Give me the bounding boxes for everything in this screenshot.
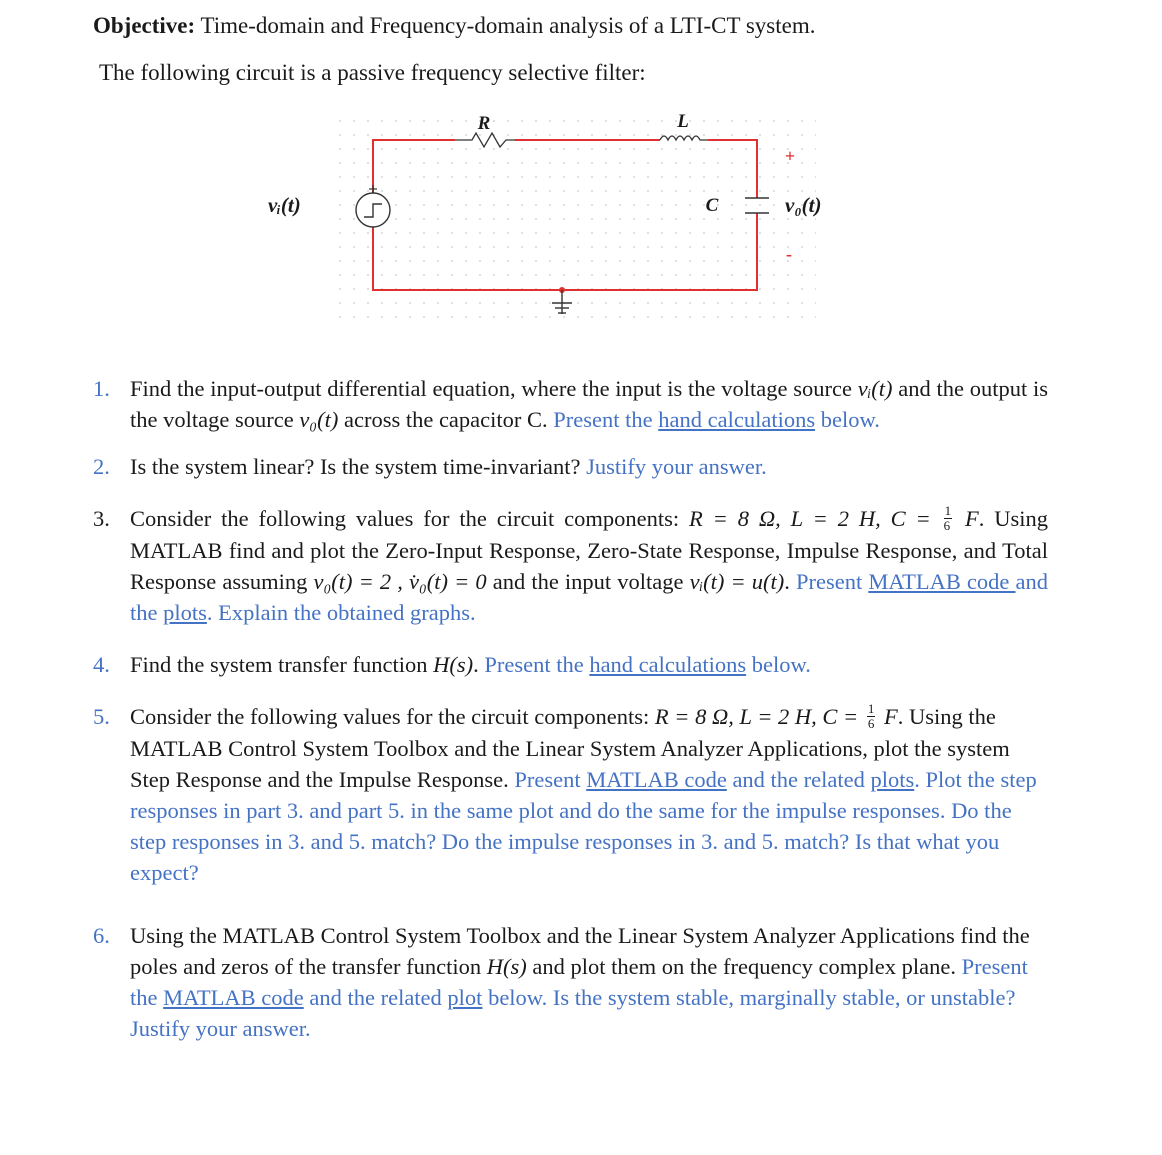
instruction-text: below. <box>746 652 811 677</box>
fraction-denominator: 6 <box>943 518 951 534</box>
math-input: vᵢ(t) = u(t) <box>689 569 785 595</box>
question-text: and the input voltage <box>486 569 690 595</box>
label-c: C <box>705 195 719 216</box>
instruction-text: below. Is the system stable, marginally stable, or unstable? Justify your answer. <box>130 985 1016 1041</box>
math-values: R = 8 Ω, L = 2 H, C = <box>654 704 864 729</box>
plots-link[interactable]: plots <box>870 767 915 793</box>
question-text: and plot them on the frequency complex plane. <box>526 954 962 979</box>
question-3 <box>93 503 1048 628</box>
question-text: Using the MATLAB Control System Toolbox and the Linear System Analyzer Applications find the poles and zeros of the transfer function <box>130 923 1030 979</box>
question-number: 5. <box>93 704 110 729</box>
question-text: across the capacitor C. <box>338 407 554 432</box>
math-initial-conditions: v₀(t) = 2 , v̇₀(t) = 0 <box>313 569 487 595</box>
plots-link[interactable]: plots <box>163 600 207 626</box>
label-vi: vᵢ(t) <box>268 193 301 217</box>
instruction-text: . Explain the obtained graphs. <box>206 600 476 626</box>
question-number: 3. <box>93 506 110 531</box>
question-2 <box>93 451 1048 482</box>
matlab-code-link[interactable]: MATLAB code <box>868 569 1016 595</box>
question-text: Is the system linear? Is the system time-invariant? <box>130 454 587 479</box>
instruction-text: and the related <box>303 985 448 1010</box>
objective-line <box>93 10 815 42</box>
instruction-text: Present the <box>553 407 659 432</box>
instruction-text: Present <box>795 569 869 595</box>
question-text: and the output is the voltage source <box>130 376 1048 432</box>
instruction-text: below. <box>815 407 880 432</box>
question-5 <box>93 701 1043 888</box>
question-number: 1. <box>93 376 110 401</box>
circuit-diagram <box>240 105 840 330</box>
hand-calculations-link[interactable]: hand calculations <box>658 407 816 432</box>
matlab-code-link[interactable]: MATLAB code <box>586 767 727 793</box>
math-vo: v₀(t) <box>299 407 339 432</box>
fraction-numerator: 1 <box>944 503 952 519</box>
math-transfer-function: H(s) <box>433 652 474 677</box>
label-vo: v₀(t) <box>785 193 822 217</box>
math-unit: F <box>955 506 979 531</box>
question-text: Find the input-output differential equation, where the input is the voltage source <box>130 376 858 401</box>
fraction-numerator: 1 <box>867 701 875 717</box>
instruction-text: and the <box>130 569 1049 626</box>
question-6 <box>93 920 1048 1044</box>
fraction <box>867 702 876 731</box>
question-number: 6. <box>93 923 110 948</box>
question-text: . Using MATLAB find and plot the Zero-Input Response, Zero-State Response, Impulse Response, and Total Response assuming <box>130 506 1048 595</box>
hand-calculations-link[interactable]: hand calculations <box>589 652 747 677</box>
question-text: Consider the following values for the circuit components: <box>130 704 655 729</box>
question-1 <box>93 373 1048 435</box>
instruction-text: Present <box>514 767 587 793</box>
objective-label: Objective: <box>93 13 196 38</box>
plus-sign-output: + <box>784 146 796 166</box>
math-vi: vᵢ(t) <box>857 376 893 401</box>
math-transfer-function: H(s) <box>486 954 527 979</box>
label-r: R <box>477 113 491 134</box>
instruction-text: Justify your answer. <box>586 454 767 479</box>
question-text: Find the system transfer function <box>130 652 434 677</box>
instruction-text: and the related <box>726 767 871 793</box>
instruction-text: Present the <box>484 652 590 677</box>
question-4 <box>93 649 1048 680</box>
question-text: . Using the MATLAB Control System Toolbox and the Linear System Analyzer Applications, plot the system Step Response and the Impulse Response. <box>130 704 1010 793</box>
math-unit: F <box>878 704 898 729</box>
objective-text: Time-domain and Frequency-domain analysis of a LTI-CT system. <box>195 13 816 38</box>
instruction-text: Present the <box>130 954 1028 1010</box>
minus-sign-output: - <box>786 244 792 264</box>
question-text: . <box>473 652 485 677</box>
math-values: R = 8 Ω, L = 2 H, C = <box>689 506 941 531</box>
intro-text: The following circuit is a passive frequency selective filter: <box>99 60 646 85</box>
question-text: . <box>784 569 790 595</box>
matlab-code-link[interactable]: MATLAB code <box>163 985 304 1010</box>
question-number: 4. <box>93 652 110 677</box>
question-text: Consider the following values for the circuit components: <box>130 506 689 531</box>
question-number: 2. <box>93 454 110 479</box>
plot-link[interactable]: plot <box>447 985 483 1010</box>
fraction-denominator: 6 <box>867 716 875 732</box>
instruction-text: . Plot the step responses in part 3. and part 5. in the same plot and do the same for the impulse responses. Do the step responses in 3. and 5. match? Do the impulse responses in 3. and 5. match? Is that what you expect? <box>130 767 1037 886</box>
label-l: L <box>677 111 689 132</box>
fraction <box>944 504 953 533</box>
